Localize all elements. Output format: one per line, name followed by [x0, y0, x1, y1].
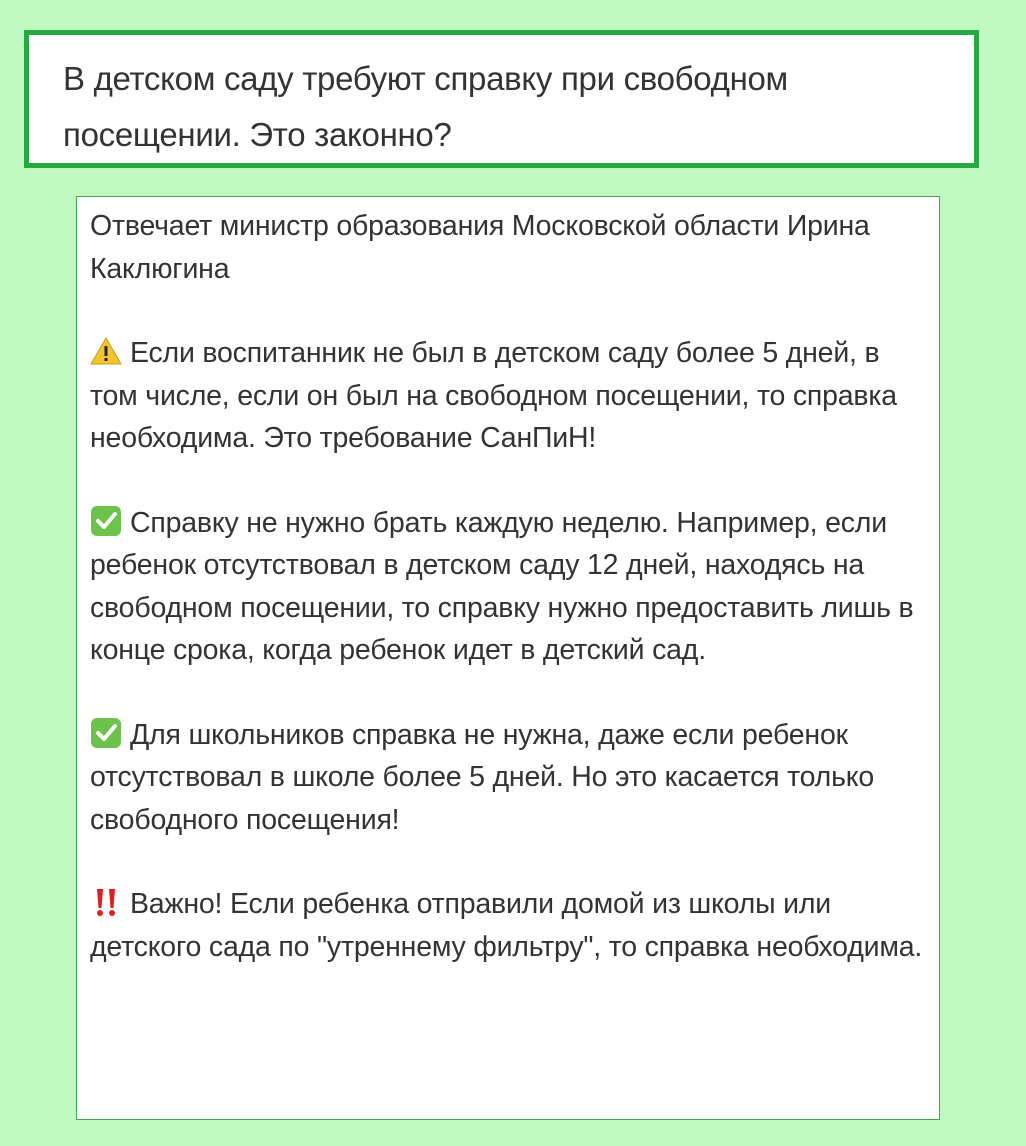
answer-intro: Отвечает министр образования Московской области Ирина Каклюгина: [90, 210, 870, 285]
question-text: В детском саду требуют справку при свободном посещении. Это законно?: [63, 60, 788, 153]
double-exclamation-icon: [90, 887, 122, 917]
answer-item-text: Справку не нужно брать каждую неделю. Например, если ребенок отсутствовал в детском саду 12 дней, находясь на свободном посещении, то справку нужно предоставить лишь в конце срока, когда ребенок идет в детский сад.: [90, 506, 914, 666]
answer-card: [76, 196, 940, 1120]
answer-item-important: [90, 883, 927, 968]
answer-item-check: [90, 502, 927, 672]
answer-item-check: [90, 714, 927, 842]
question-box: [24, 30, 979, 168]
answer-item-text: Для школьников справка не нужна, даже если ребенок отсутствовал в школе более 5 дней. Но это касается только свободного посещения!: [90, 718, 874, 836]
answer-item-text: Важно! Если ребенка отправили домой из школы или детского сада по "утреннему фильтру", то справка необходима.: [90, 888, 923, 963]
answer-item-warning: [90, 332, 927, 460]
check-mark-button-icon: [90, 506, 122, 536]
check-mark-button-icon: [90, 718, 122, 748]
warning-icon: [90, 336, 122, 366]
answer-item-text: Если воспитанник не был в детском саду более 5 дней, в том числе, если он был на свободном посещении, то справка необходима. Это требование СанПиН!: [90, 337, 897, 454]
